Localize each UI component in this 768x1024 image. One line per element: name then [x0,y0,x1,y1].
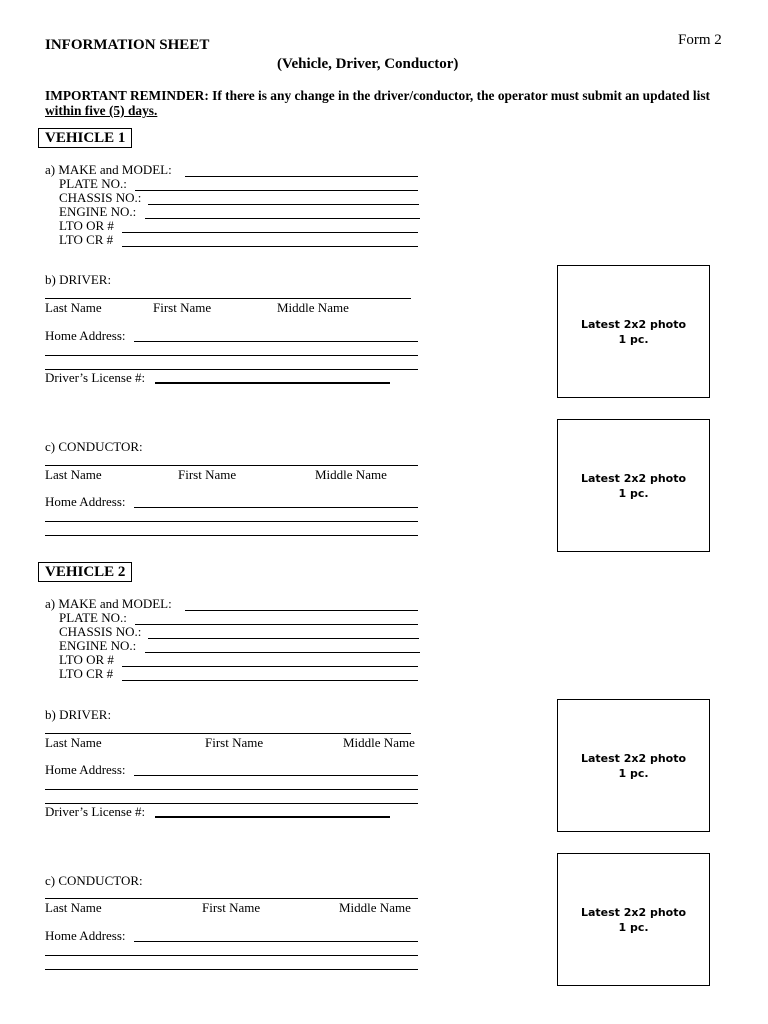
v1-driver-first-name: First Name [153,300,212,315]
v2-lto-or-field[interactable] [122,666,418,667]
v1-conductor-middle-name: Middle Name [315,467,387,482]
v1-driver-middle-name: Middle Name [277,300,349,315]
v1-chassis-label: CHASSIS NO.: [59,190,142,205]
v2-lto-cr-label: LTO CR # [59,666,114,681]
photo-count: 1 pc. [618,766,649,780]
v1-chassis-field[interactable] [148,204,419,205]
v2-driver-first-name: First Name [205,735,264,750]
v2-plate-label: PLATE NO.: [59,610,127,625]
v1-driver-photo-box[interactable] [557,265,710,398]
v1-lto-cr-label: LTO CR # [59,232,114,247]
v1-lto-or-field[interactable] [122,232,418,233]
v2-chassis-label: CHASSIS NO.: [59,624,142,639]
v1-driver-last-name: Last Name [45,300,102,315]
v2-conductor-last-name: Last Name [45,900,102,915]
v1-engine-label: ENGINE NO.: [59,204,137,219]
photo-label: Latest 2x2 photo [580,317,687,331]
photo-count: 1 pc. [618,920,649,934]
v1-conductor-address-label: Home Address: [45,494,126,509]
v1-driver-name-field[interactable] [45,298,411,299]
v1-conductor-name-field[interactable] [45,465,418,466]
v2-make-label: a) MAKE and MODEL: [45,596,172,611]
photo-label: Latest 2x2 photo [580,751,687,765]
v2-conductor-first-name: First Name [202,900,261,915]
v2-driver-middle-name: Middle Name [343,735,415,750]
v1-conductor-address-field-3[interactable] [45,535,418,536]
v1-engine-field[interactable] [145,218,420,219]
v1-conductor-last-name: Last Name [45,467,102,482]
v1-driver-label: b) DRIVER: [45,272,112,287]
v2-driver-name-field[interactable] [45,733,411,734]
v2-lto-or-label: LTO OR # [59,652,114,667]
vehicle-2-heading: VEHICLE 2 [38,562,132,582]
v2-engine-label: ENGINE NO.: [59,638,137,653]
v2-driver-address-field-2[interactable] [45,789,418,790]
v1-conductor-first-name: First Name [178,467,237,482]
v2-chassis-field[interactable] [148,638,419,639]
photo-count: 1 pc. [618,486,649,500]
page-subtitle: (Vehicle, Driver, Conductor) [277,56,459,72]
v1-conductor-photo-box[interactable] [557,419,710,552]
v1-lto-cr-field[interactable] [122,246,418,247]
page-title: INFORMATION SHEET [45,37,210,53]
v2-plate-field[interactable] [135,624,418,625]
vehicle-1-heading: VEHICLE 1 [38,128,132,148]
v2-engine-field[interactable] [145,652,420,653]
v1-conductor-label: c) CONDUCTOR: [45,439,143,454]
v1-driver-address-field[interactable] [134,341,418,342]
v2-driver-last-name: Last Name [45,735,102,750]
v2-driver-license-field[interactable] [155,816,390,818]
v2-make-field[interactable] [185,610,418,611]
v2-driver-photo-box[interactable] [557,699,710,832]
v2-conductor-photo-box[interactable] [557,853,710,986]
form-number: Form 2 [678,32,722,48]
v2-driver-address-field[interactable] [134,775,418,776]
v1-driver-license-label: Driver’s License #: [45,370,146,385]
v1-driver-address-field-2[interactable] [45,355,418,356]
v1-plate-label: PLATE NO.: [59,176,127,191]
v2-driver-license-label: Driver’s License #: [45,804,146,819]
photo-count: 1 pc. [618,332,649,346]
v1-plate-field[interactable] [135,190,418,191]
v2-conductor-address-field-3[interactable] [45,969,418,970]
v2-conductor-label: c) CONDUCTOR: [45,873,143,888]
v2-conductor-middle-name: Middle Name [339,900,411,915]
v1-conductor-address-field-2[interactable] [45,521,418,522]
important-reminder [45,88,735,118]
photo-label: Latest 2x2 photo [580,905,687,919]
v1-lto-or-label: LTO OR # [59,218,114,233]
v2-driver-address-label: Home Address: [45,762,126,777]
v1-driver-license-field[interactable] [155,382,390,384]
v2-conductor-name-field[interactable] [45,898,418,899]
reminder-text: If there is any change in the driver/conductor, the operator must submit an updated list [208,88,710,103]
v2-lto-cr-field[interactable] [122,680,418,681]
v1-driver-address-label: Home Address: [45,328,126,343]
reminder-deadline: within five (5) days. [45,103,158,118]
reminder-label: IMPORTANT REMINDER: [45,88,209,103]
v2-conductor-address-field-2[interactable] [45,955,418,956]
v2-conductor-address-label: Home Address: [45,928,126,943]
photo-label: Latest 2x2 photo [580,471,687,485]
v2-conductor-address-field[interactable] [134,941,418,942]
v2-driver-label: b) DRIVER: [45,707,112,722]
v1-conductor-address-field[interactable] [134,507,418,508]
v1-make-label: a) MAKE and MODEL: [45,162,172,177]
v1-make-field[interactable] [185,176,418,177]
